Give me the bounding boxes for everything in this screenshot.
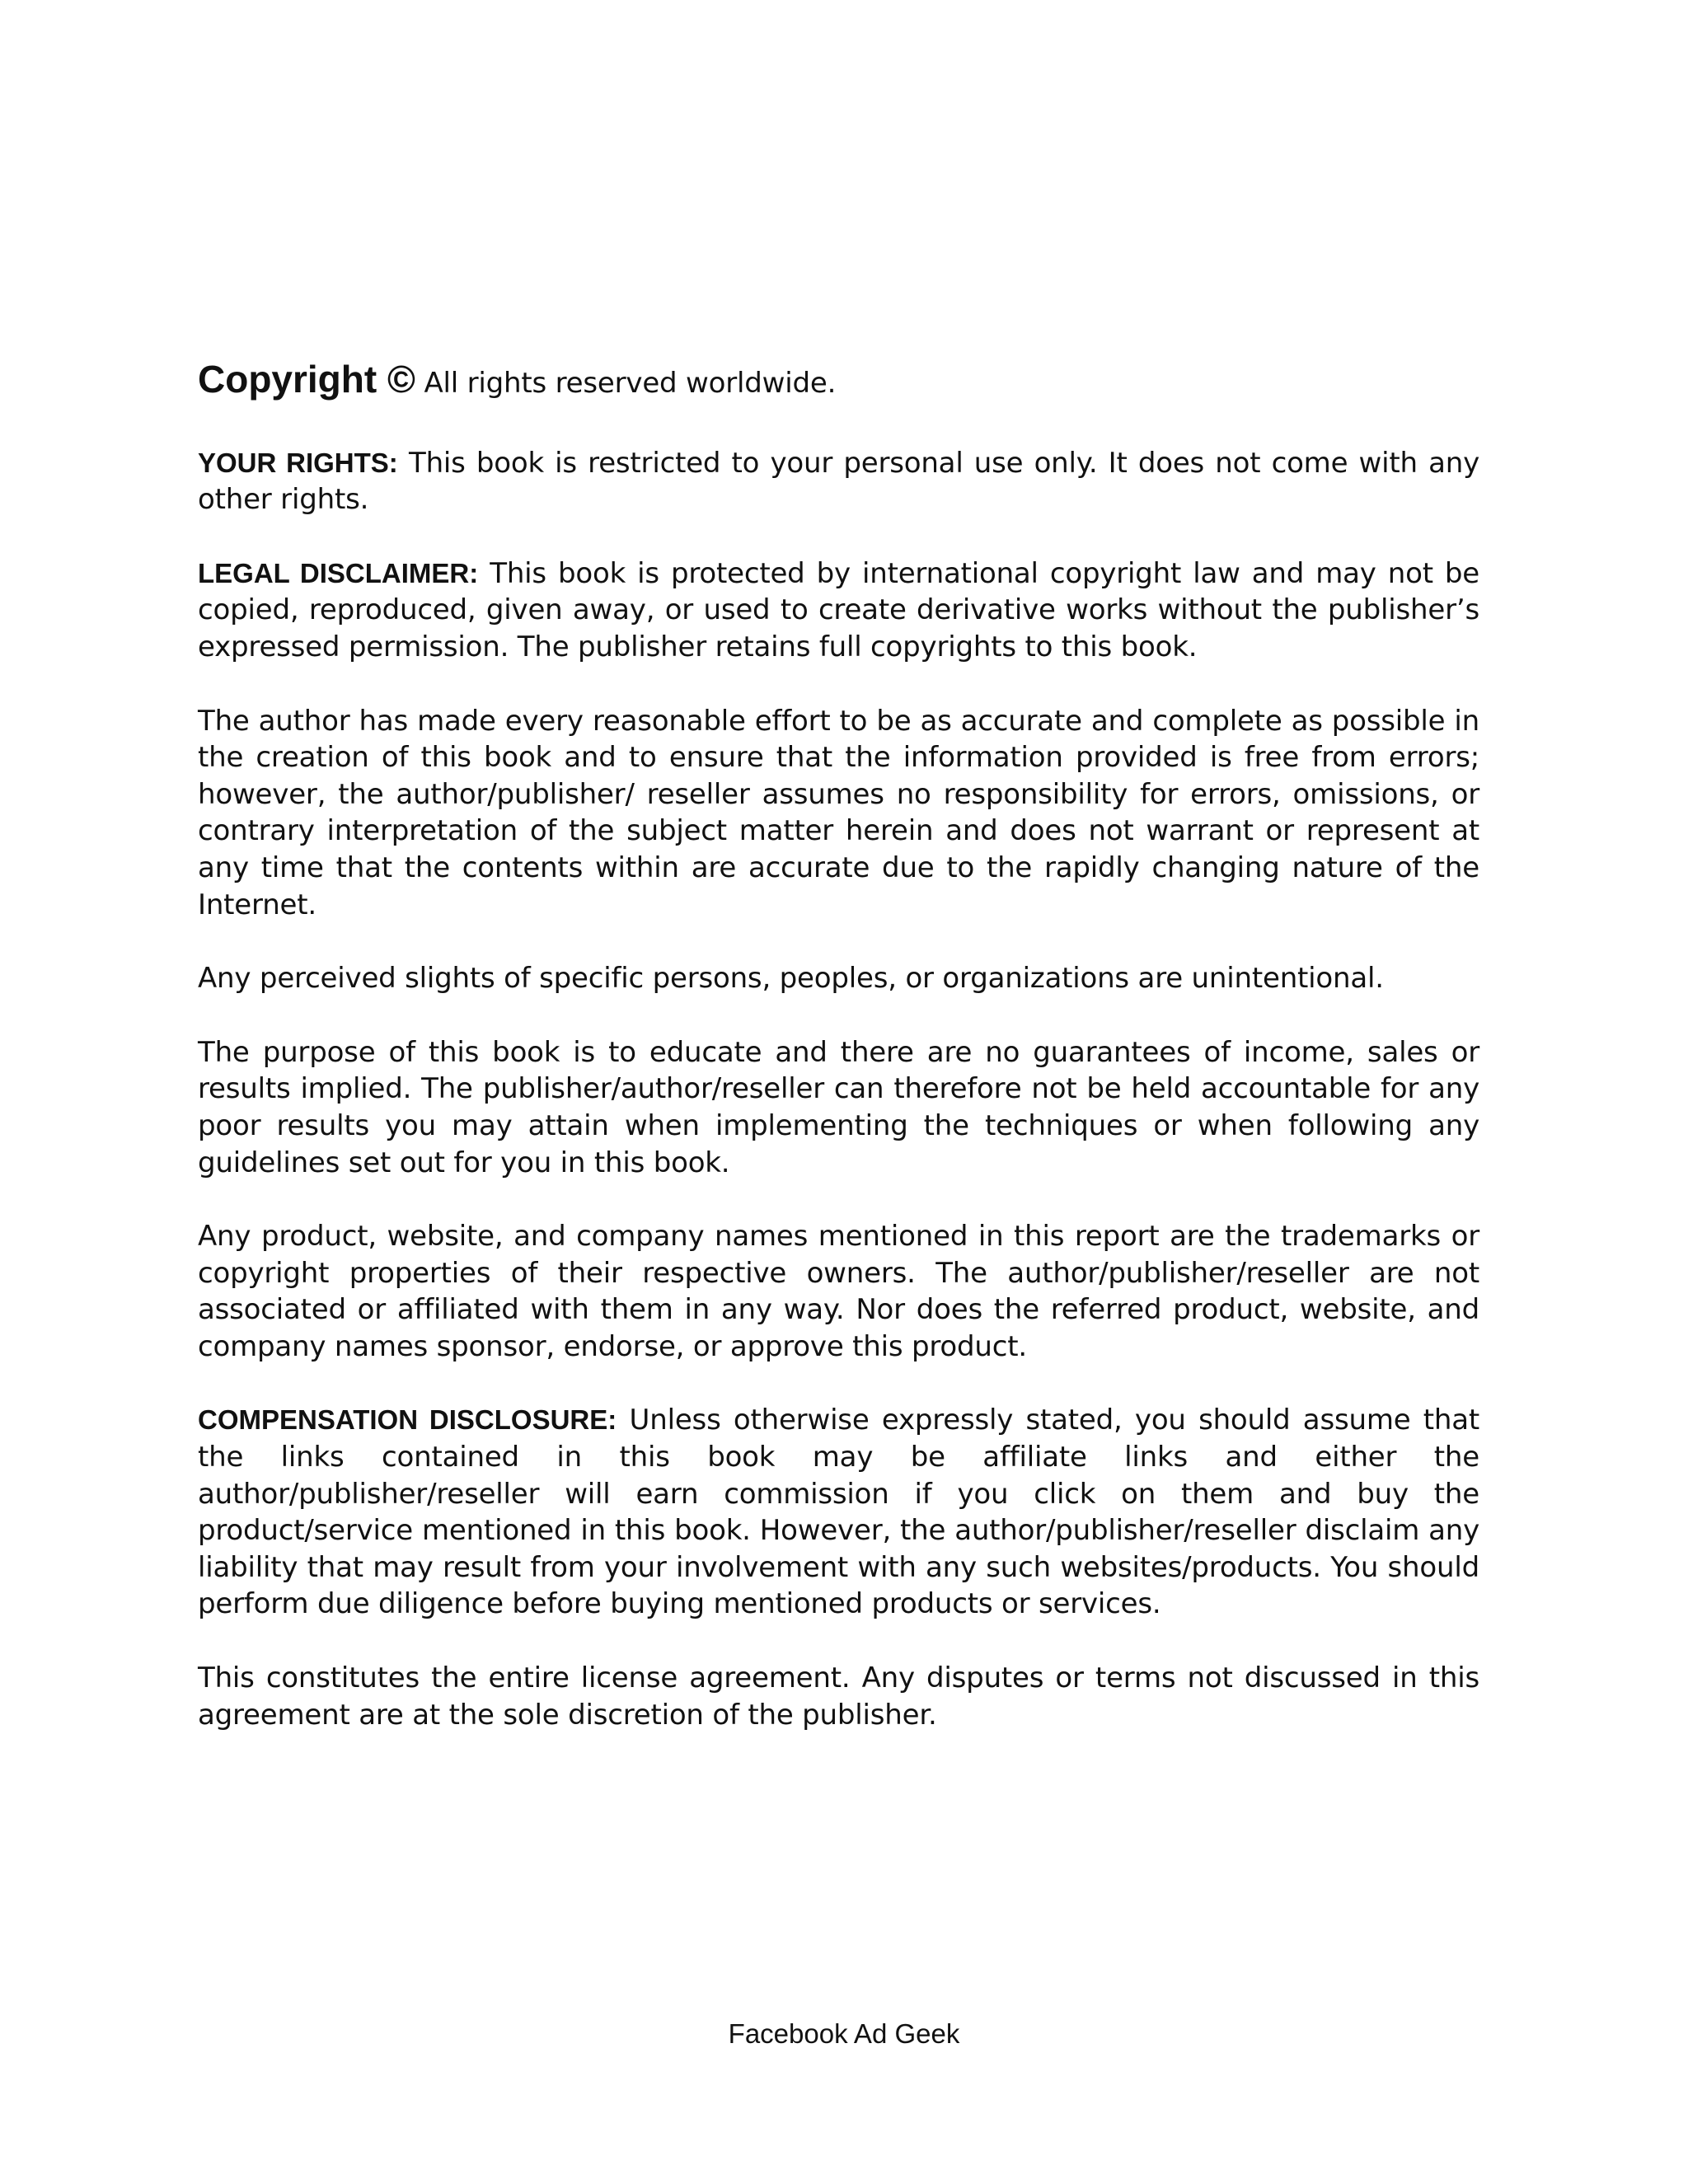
accuracy-paragraph: The author has made every reasonable effort to be as accurate and complete as possible in the creation of this book and to ensure that the information provided is free from errors; however, the author/publisher/ reseller assumes no responsibility for errors, omissions, or contrary interpretation of the subject matter herein and does not warrant or represent at any time that the contents within are accurate due to the rapidly changing nature of the Internet.	[198, 704, 1479, 921]
perceived-slights-paragraph: Any perceived slights of specific persons, peoples, or organizations are unintentional.	[198, 962, 1384, 996]
page-footer: Facebook Ad Geek	[728, 2018, 960, 2049]
legal-disclaimer-label: LEGAL DISCLAIMER:	[198, 557, 479, 588]
your-rights-text: This book is restricted to your personal use only. It does not come with any other rights.	[198, 446, 1479, 517]
copyright-heading: Copyright ©	[198, 358, 415, 401]
copyright-text: All rights reserved worldwide.	[415, 367, 837, 400]
compensation-disclosure-label: COMPENSATION DISCLOSURE:	[198, 1404, 617, 1436]
purpose-paragraph: The purpose of this book is to educate and there are no guarantees of income, sales or results implied. The publisher/author/reseller can therefore not be held accountable for any poor results you may attain when implementing the techniques or when following any guidelines set out for you in this book.	[198, 1035, 1479, 1179]
your-rights-label: YOUR RIGHTS:	[198, 447, 398, 478]
compensation-disclosure-paragraph	[198, 1402, 1479, 1623]
license-agreement-paragraph: This constitutes the entire license agreement. Any disputes or terms not discussed in this agreement are at the sole discretion of the publisher.	[198, 1661, 1479, 1732]
compensation-disclosure-text: Unless otherwise expressly stated, you should assume that the links contained in this book may be affiliate links and either the author/publisher/reseller will earn commission if you click on them and buy the product/service mentioned in this book. However, the author/publisher/reseller disclaim any liability that may result from your involvement with any such websites/products. You should perform due diligence before buying mentioned products or services.	[198, 1404, 1479, 1621]
trademarks-paragraph: Any product, website, and company names mentioned in this report are the trademarks or copyright properties of their respective owners. The author/publisher/reseller are not associated or affiliated with them in any way. Nor does the referred product, website, and company names sponsor, endorse, or approve this product.	[198, 1220, 1479, 1363]
your-rights-paragraph	[198, 445, 1479, 518]
page-content	[198, 358, 1479, 1770]
legal-disclaimer-text: This book is protected by international copyright law and may not be copied, reproduced, given away, or used to create derivative works without the publisher’s expressed permission. The publisher retains full copyrights to this book.	[198, 556, 1479, 663]
copyright-notice	[198, 358, 1479, 402]
legal-disclaimer-paragraph	[198, 555, 1479, 666]
